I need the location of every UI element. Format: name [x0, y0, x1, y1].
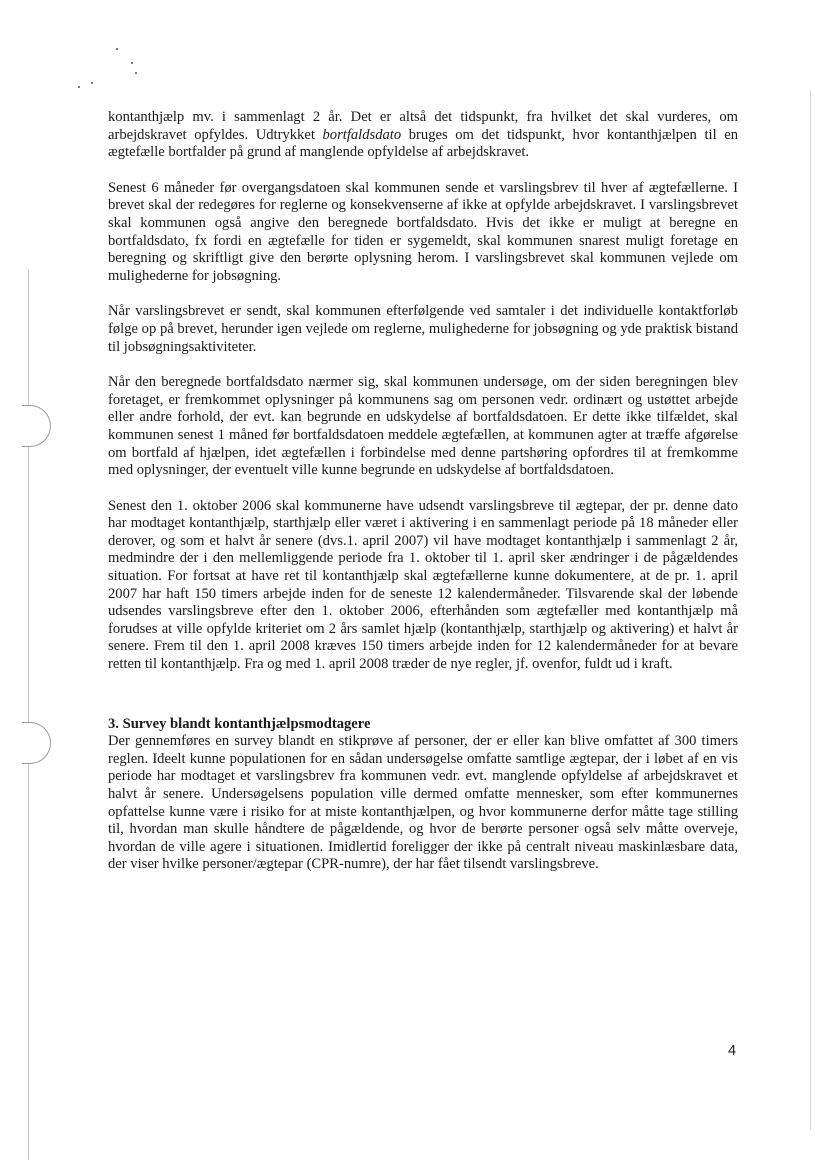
- punch-hole-upper: [22, 405, 51, 447]
- paragraph-1: [108, 109, 738, 162]
- paragraph-3: Når varslingsbrevet er sendt, skal kommunen efterfølgende ved samtaler i det individuelle kontaktforløb følge op på brevet, herunder igen vejlede om reglerne, mulighederne for jobsøgning og yde praktisk bistand til jobsøgningsaktiviteter.: [108, 303, 738, 355]
- scan-speck: [78, 86, 80, 88]
- page-number: 4: [728, 1043, 737, 1059]
- paragraph-2: Senest 6 måneder før overgangsdatoen skal kommunen sende et varslingsbrev til hver af ægtefællerne. I brevet skal der redegøres for reglerne og konsekvenserne af ikke at opfylde arbejdskravet. I varslingsbrevet skal kommunen også angive den beregnede bortfaldsdato. Hvis det ikke er muligt at beregne en bortfaldsdato, fx fordi en ægtefælle for tiden er sygemeldt, skal kommunen snarest muligt foretage en beregning og skriftligt give den berørte oplysning herom. I varslingsbrevet skal kommunen vejlede om mulighederne for jobsøgning.: [108, 179, 738, 284]
- scan-speck: [135, 72, 137, 74]
- paragraph-1-text-a: kontanthjælp mv. i sammenlagt 2 år. Det er altså det tidspunkt, fra hvilket det skal vurderes, om arbejdskravet opfyldes. Udtrykket: [108, 109, 738, 143]
- punch-hole-lower: [22, 722, 51, 764]
- term-bortfaldsdato: bortfaldsdato: [322, 126, 402, 143]
- paragraph-5: Senest den 1. oktober 2006 skal kommunerne have udsendt varslingsbreve til ægtepar, der pr. denne dato har modtaget kontanthjælp, starthjælp eller været i aktivering i en sammenlagt periode på 18 måneder eller derover, og som et halvt år senere (dvs.1. april 2007) vil have modtaget kontanthjælp i sammenlagt 2 år, medmindre der i den mellemliggende periode fra 1. oktober til 1. april sker ændringer i de pågældendes situation. For fortsat at have ret til kontanthjælp skal ægtefællerne kunne dokumentere, at de pr. 1. april 2007 har haft 150 timers arbejde inden for de seneste 12 kalendermåneder. Tilsvarende skal der løbende udsendes varslingsbreve efter den 1. oktober 2006, efterhånden som ægtefæller med kontanthjælp må forudses at ville opfylde kriteriet om 2 års samlet hjælp (kontanthjælp, starthjælp og aktivering) et halvt år senere. Frem til den 1. april 2008 kræves 150 timers arbejde inden for 12 kalendermåneder for at bevare retten til kontanthjælp. Fra og med 1. april 2008 træder de nye regler, jf. ovenfor, fuldt ud i kraft.: [108, 497, 738, 673]
- scan-edge-left: [28, 270, 29, 1160]
- section-heading: 3. Survey blandt kontanthjælpsmodtagere: [108, 715, 371, 732]
- scan-speck: [116, 48, 118, 50]
- scan-edge-right: [810, 90, 811, 1130]
- paragraph-1-text-b: bruges om det tidspunkt, hvor kontanthjælpen til en ægtefælle bortfalder på grund af manglende opfyldelse af arbejdskravet.: [108, 126, 738, 161]
- document-body: [108, 109, 738, 892]
- scan-speck: [131, 62, 133, 64]
- section-paragraph: Der gennemføres en survey blandt en stikprøve af personer, der er eller kan blive omfattet af 300 timers reglen. Ideelt kunne populationen for en sådan undersøgelse omfatte samtlige ægtepar, der i løbet af en vis periode har modtaget et varslingsbrev fra kommunen vedr. evt. manglende opfyldelse af arbejdskravet et halvt år senere. Undersøgelsens population ville dermed omfatte mennesker, som efter kommunernes opfattelse kunne være i risiko for at miste kontanthjælpen, og hvor kommunerne derfor måtte tage stilling til, hvordan man skulle håndtere de pågældende, og hvor de berørte personer også selv måtte overveje, hvordan de ville agere i situationen. Imidlertid foreligger der ikke på centralt niveau maskinlæsbare data, der viser hvilke personer/ægtepar (CPR-numre), der har fået tilsendt varslingsbreve.: [108, 733, 738, 873]
- scan-speck: [91, 82, 93, 84]
- paragraph-4: Når den beregnede bortfaldsdato nærmer sig, skal kommunen undersøge, om der siden beregningen blev foretaget, er fremkommet oplysninger på kommunens sag om personen vedr. ordinært og ustøttet arbejde eller andre forhold, der evt. kan begrunde en udskydelse af bortfaldsdatoen. Er dette ikke tilfældet, skal kommunen senest 1 måned før bortfaldsdatoen meddele ægtefællen, at kommunen agter at træffe afgørelse om bortfald af hjælpen, idet ægtefællen i forbindelse med denne partshøring opfordres til at fremkomme med oplysninger, der eventuelt ville kunne begrunde en udskydelse af bortfaldsdatoen.: [108, 374, 738, 479]
